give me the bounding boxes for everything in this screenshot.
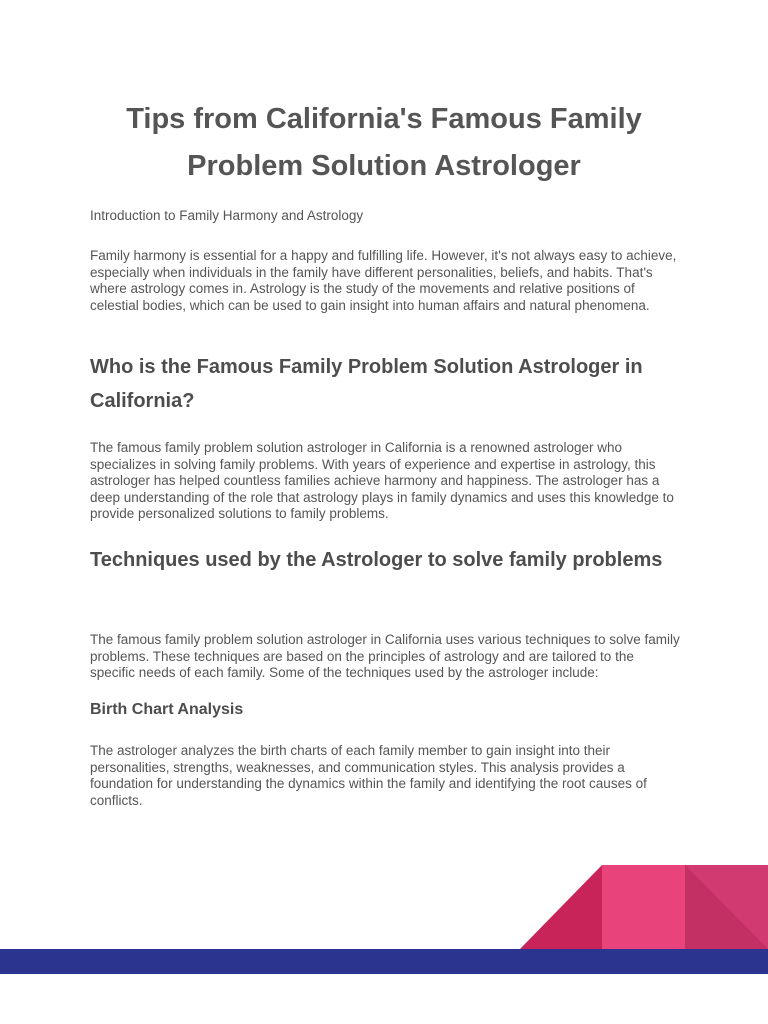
section-techniques-paragraph: The famous family problem solution astrologer in California uses various techniques to solve family problems. These techniques are based on the principles of astrology and are tailored to the specific needs of each family. Some of the techniques used by the astrologer include: [90, 632, 680, 681]
intro-heading: Introduction to Family Harmony and Astrology [90, 208, 364, 223]
section-who-heading: Who is the Famous Family Problem Solution Astrologer in California? [90, 356, 643, 412]
section-birth-chart-paragraph: The astrologer analyzes the birth charts of each family member to gain insight into their personalities, strengths, weaknesses, and communication styles. This analysis provides a foundation for understanding the dynamics within the family and identifying the root causes of conflicts. [90, 743, 647, 808]
section-who-paragraph: The famous family problem solution astrologer in California is a renowned astrologer who specializes in solving family problems. With years of experience and expertise in astrology, this astrologer has helped countless families achieve harmony and happiness. The astrologer has a deep understanding of the role that astrology plays in family dynamics and uses this knowledge to provide personalized solutions to family problems. [90, 440, 674, 522]
intro-paragraph: Family harmony is essential for a happy and fulfilling life. However, it's not always easy to achieve, especially when individuals in the family have different personalities, beliefs, and habits. That's where astrology comes in. Astrology is the study of the movements and relative positions of celestial bodies, which can be used to gain insight into human affairs and natural phenomena. [90, 248, 677, 313]
footer-decoration [0, 860, 768, 974]
footer-triangle-left [520, 865, 602, 949]
footer-band [0, 949, 768, 974]
footer-block-pink [602, 865, 685, 949]
section-birth-chart-heading: Birth Chart Analysis [90, 701, 244, 718]
section-techniques-heading: Techniques used by the Astrologer to solve family problems [90, 549, 663, 571]
page-title: Tips from California's Famous Family Problem Solution Astrologer [126, 103, 642, 182]
